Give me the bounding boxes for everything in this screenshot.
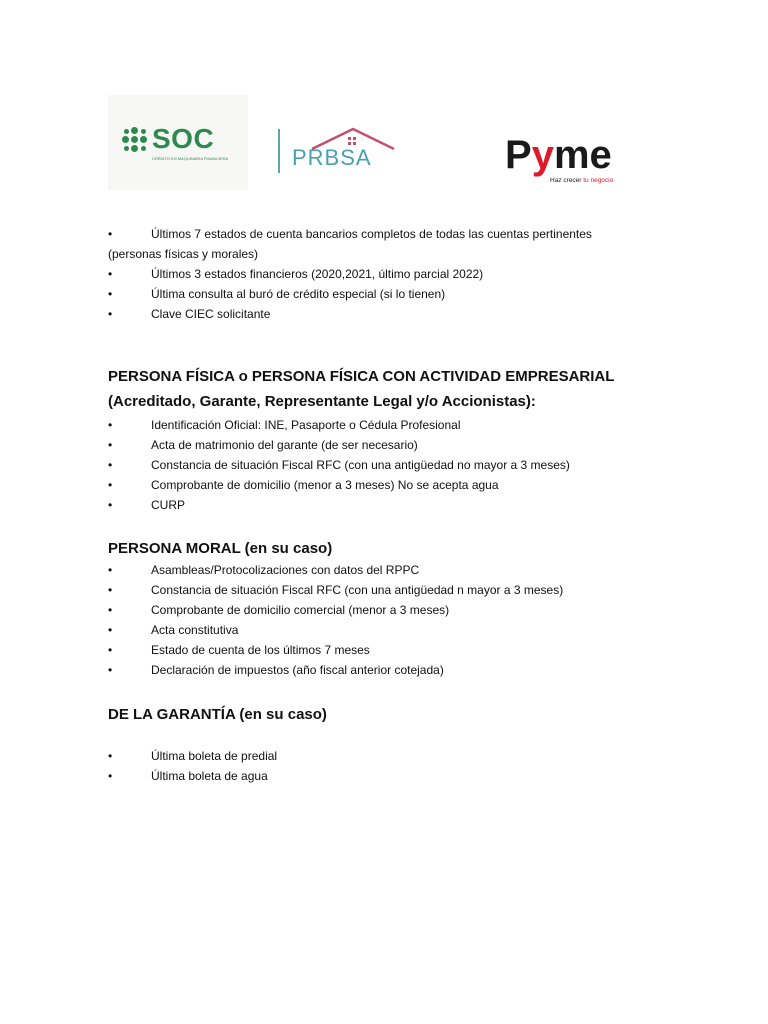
prbsa-logo-text: PRBSA <box>292 145 372 170</box>
requirements-list-general-rest <box>108 264 483 324</box>
list-item <box>108 455 570 475</box>
list-item-text: Asambleas/Protocolizaciones con datos del RPPC <box>151 563 420 577</box>
list-item-text: Últimos 7 estados de cuenta bancarios completos de todas las cuentas pertinentes <box>151 227 592 241</box>
list-item-continuation: (personas físicas y morales) <box>108 247 259 261</box>
soc-logo-tagline: CRÉDITO EN MAQUINARIA FINANCIERA <box>152 156 229 161</box>
list-item <box>108 304 483 324</box>
list-item-text: Clave CIEC solicitante <box>151 307 271 321</box>
bullet: • <box>108 623 113 637</box>
bullet: • <box>108 478 113 492</box>
section-heading-garantia: DE LA GARANTÍA (en su caso) <box>108 706 327 723</box>
list-item-text: Últimos 3 estados financieros (2020,2021, último parcial 2022) <box>151 267 484 281</box>
pyme-logo <box>505 135 635 190</box>
list-item <box>108 580 563 600</box>
pyme-y: y <box>531 133 554 177</box>
list-item <box>108 264 483 284</box>
soc-logo-text: SOC <box>152 123 215 154</box>
section-heading-persona-moral: PERSONA MORAL (en su caso) <box>108 540 333 557</box>
bullet: • <box>108 563 113 577</box>
list-item <box>108 660 563 680</box>
bullet: • <box>108 663 113 677</box>
pyme-p: P <box>505 133 532 177</box>
list-item <box>108 435 570 455</box>
list-item-text: Identificación Oficial: INE, Pasaporte o Cédula Profesional <box>151 418 461 432</box>
bullet: • <box>108 438 113 452</box>
list-item <box>108 475 570 495</box>
bullet: • <box>108 307 113 321</box>
list-item-text: Constancia de situación Fiscal RFC (con una antigüedad n mayor a 3 meses) <box>151 583 564 597</box>
requirements-list-persona-moral <box>108 560 563 680</box>
bullet: • <box>108 267 113 281</box>
list-item <box>108 620 563 640</box>
requirements-list-persona-fisica <box>108 415 570 515</box>
list-item-text: Acta de matrimonio del garante (de ser necesario) <box>151 438 418 452</box>
list-item-text: Comprobante de domicilio (menor a 3 meses) No se acepta agua <box>151 478 499 492</box>
soc-dots-icon <box>122 127 148 153</box>
prbsa-divider <box>278 129 280 173</box>
list-item-text: Última boleta de predial <box>151 749 278 763</box>
bullet: • <box>108 227 113 241</box>
bullet: • <box>108 418 113 432</box>
bullet: • <box>108 749 113 763</box>
bullet: • <box>108 583 113 597</box>
list-item-text: Última boleta de agua <box>151 769 268 783</box>
list-item <box>108 560 563 580</box>
list-item <box>108 284 483 304</box>
section-heading-persona-fisica: PERSONA FÍSICA o PERSONA FÍSICA CON ACTIVIDAD EMPRESARIAL <box>108 368 615 385</box>
list-item <box>108 640 563 660</box>
requirements-list-general <box>108 224 592 244</box>
list-item <box>108 415 570 435</box>
pyme-tagline <box>550 177 613 184</box>
pyme-logo-text <box>505 135 612 175</box>
list-item-text: Acta constitutiva <box>151 623 239 637</box>
list-item-text: Constancia de situación Fiscal RFC (con una antigüedad no mayor a 3 meses) <box>151 458 570 472</box>
bullet: • <box>108 769 113 783</box>
requirements-list-garantia <box>108 746 277 786</box>
prbsa-logo <box>278 125 408 175</box>
section-subheading-persona-fisica: (Acreditado, Garante, Representante Legal y/o Accionistas): <box>108 393 536 410</box>
pyme-tagline-red: tu negocio <box>583 177 614 184</box>
list-item-text: Estado de cuenta de los últimos 7 meses <box>151 643 370 657</box>
list-item <box>108 766 277 786</box>
list-item <box>108 495 570 515</box>
pyme-me: me <box>553 133 612 177</box>
list-item-text: Última consulta al buró de crédito especial (si lo tienen) <box>151 287 446 301</box>
soc-logo <box>108 95 248 190</box>
bullet: • <box>108 603 113 617</box>
bullet: • <box>108 458 113 472</box>
list-item <box>108 600 563 620</box>
list-item-text: Comprobante de domicilio comercial (menor a 3 meses) <box>151 603 450 617</box>
list-item <box>108 224 592 244</box>
bullet: • <box>108 287 113 301</box>
logo-strip <box>108 95 648 195</box>
bullet: • <box>108 643 113 657</box>
list-item-text: CURP <box>151 498 186 512</box>
list-item-text: Declaración de impuestos (año fiscal anterior cotejada) <box>151 663 444 677</box>
pyme-tagline-black: Haz crecer <box>550 177 584 184</box>
bullet: • <box>108 498 113 512</box>
list-item <box>108 746 277 766</box>
